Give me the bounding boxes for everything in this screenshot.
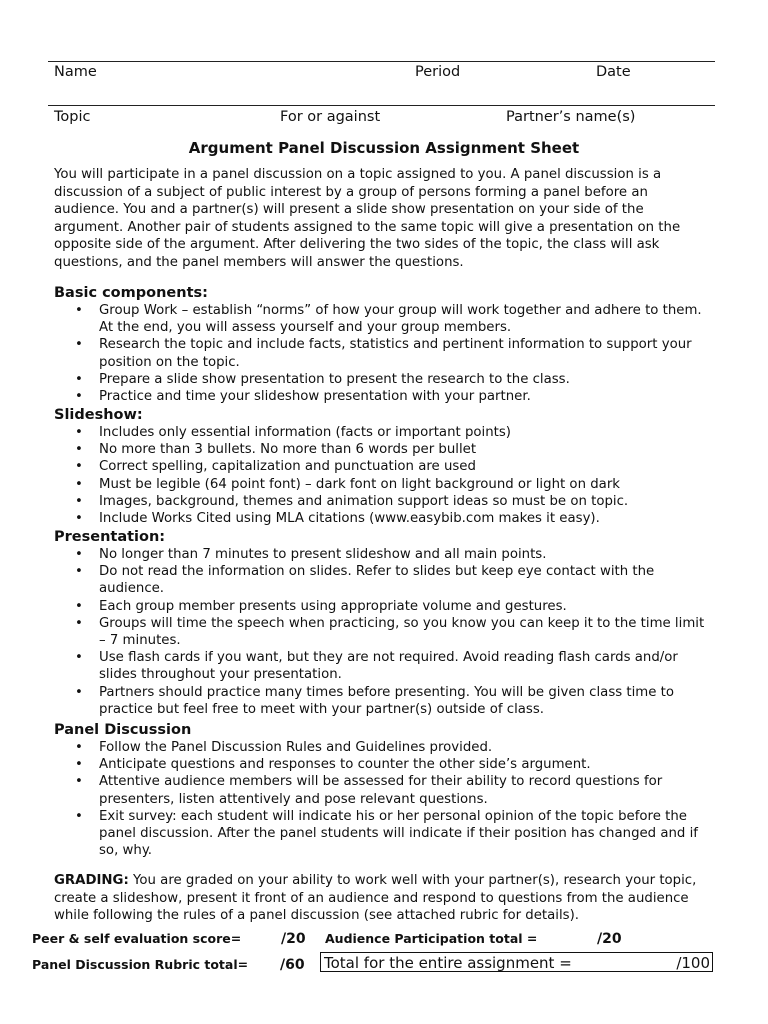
grading-paragraph [54,872,714,925]
list-item: • Each group member presents using appropriate volume and gestures. [54,598,714,615]
page-title: Argument Panel Discussion Assignment Sheet [188,139,580,157]
list-item: • Use flash cards if you want, but they are not required. Avoid reading flash cards and/or slides throughout your presentation. [54,649,714,683]
list-item: • Must be legible (64 point font) – dark font on light background or light on dark [54,476,714,493]
grading-text: You are graded on your ability to work well with your partner(s), research your topic, create a slideshow, present it front of an audience and respond to questions from the audience while following the rules of a panel discussion (see attached rubric for details). [54,873,697,923]
name-line[interactable] [48,105,715,106]
list-item: • Images, background, themes and animation support ideas so must be on topic. [54,493,714,510]
total-score-label: Total for the entire assignment = [324,954,572,972]
audience-score-label: Audience Participation total = [325,931,538,946]
rubric-score-max[interactable]: /60 [280,957,305,973]
list-item: • Do not read the information on slides. Refer to slides but keep eye contact with the audience. [54,563,714,597]
list-item: • Research the topic and include facts, statistics and pertinent information to support your position on the topic. [54,336,714,370]
topic-label: Topic [54,109,91,125]
list-item: • Anticipate questions and responses to counter the other side’s argument. [54,756,714,773]
section-basic-components [54,284,714,405]
section-heading: Basic components: [54,285,208,301]
for-against-label: For or against [280,109,381,125]
list-item: • Partners should practice many times before presenting. You will be given class time to practice but feel free to meet with your partner(s) outside of class. [54,684,714,718]
section-slideshow [54,406,714,527]
list-item: • Practice and time your slideshow presentation with your partner. [54,388,714,405]
section-heading: Slideshow: [54,407,143,423]
name-label: Name [54,64,97,80]
total-score-box[interactable] [320,952,713,972]
partner-label: Partner’s name(s) [506,109,636,125]
total-score-max: /100 [676,954,710,972]
peer-score-max[interactable]: /20 [281,931,306,947]
audience-score-max[interactable]: /20 [597,931,622,947]
period-label: Period [415,64,461,80]
header-top-rule [48,61,715,62]
list-item: • Prepare a slide show presentation to present the research to the class. [54,371,714,388]
list-item: • No more than 3 bullets. No more than 6 words per bullet [54,441,714,458]
peer-score-label: Peer & self evaluation score= [32,931,242,946]
list-item: • Group Work – establish “norms” of how your group will work together and adhere to them. At the end, you will assess yourself and your group members. [54,302,714,336]
bullet-list [54,546,714,718]
section-heading: Presentation: [54,529,166,545]
list-item: • No longer than 7 minutes to present slideshow and all main points. [54,546,714,563]
date-label: Date [596,64,631,80]
section-panel-discussion [54,721,714,859]
bullet-list [54,424,714,527]
list-item: • Includes only essential information (facts or important points) [54,424,714,441]
list-item: • Correct spelling, capitalization and punctuation are used [54,458,714,475]
bullet-list [54,739,714,859]
list-item: • Follow the Panel Discussion Rules and Guidelines provided. [54,739,714,756]
list-item: • Include Works Cited using MLA citations (www.easybib.com makes it easy). [54,510,714,527]
list-item: • Groups will time the speech when practicing, so you know you can keep it to the time limit – 7 minutes. [54,615,714,649]
intro-paragraph: You will participate in a panel discussion on a topic assigned to you. A panel discussion is a discussion of a subject of public interest by a group of persons forming a panel before an audience. You and a partner(s) will present a slide show presentation on your side of the argument. Another pair of students assigned to the same topic will give a presentation on the opposite side of the argument. After delivering the two sides of the topic, the class will ask questions, and the panel members will answer the questions. [54,167,681,270]
grading-label: GRADING: [54,873,129,888]
section-presentation [54,528,714,718]
list-item: • Attentive audience members will be assessed for their ability to record questions for presenters, listen attentively and pose relevant questions. [54,773,714,807]
rubric-score-label: Panel Discussion Rubric total= [32,957,249,972]
section-heading: Panel Discussion [54,722,192,738]
bullet-list [54,302,714,405]
list-item: • Exit survey: each student will indicate his or her personal opinion of the topic before the panel discussion. After the panel students will indicate if their position has changed and if so, why. [54,808,714,860]
